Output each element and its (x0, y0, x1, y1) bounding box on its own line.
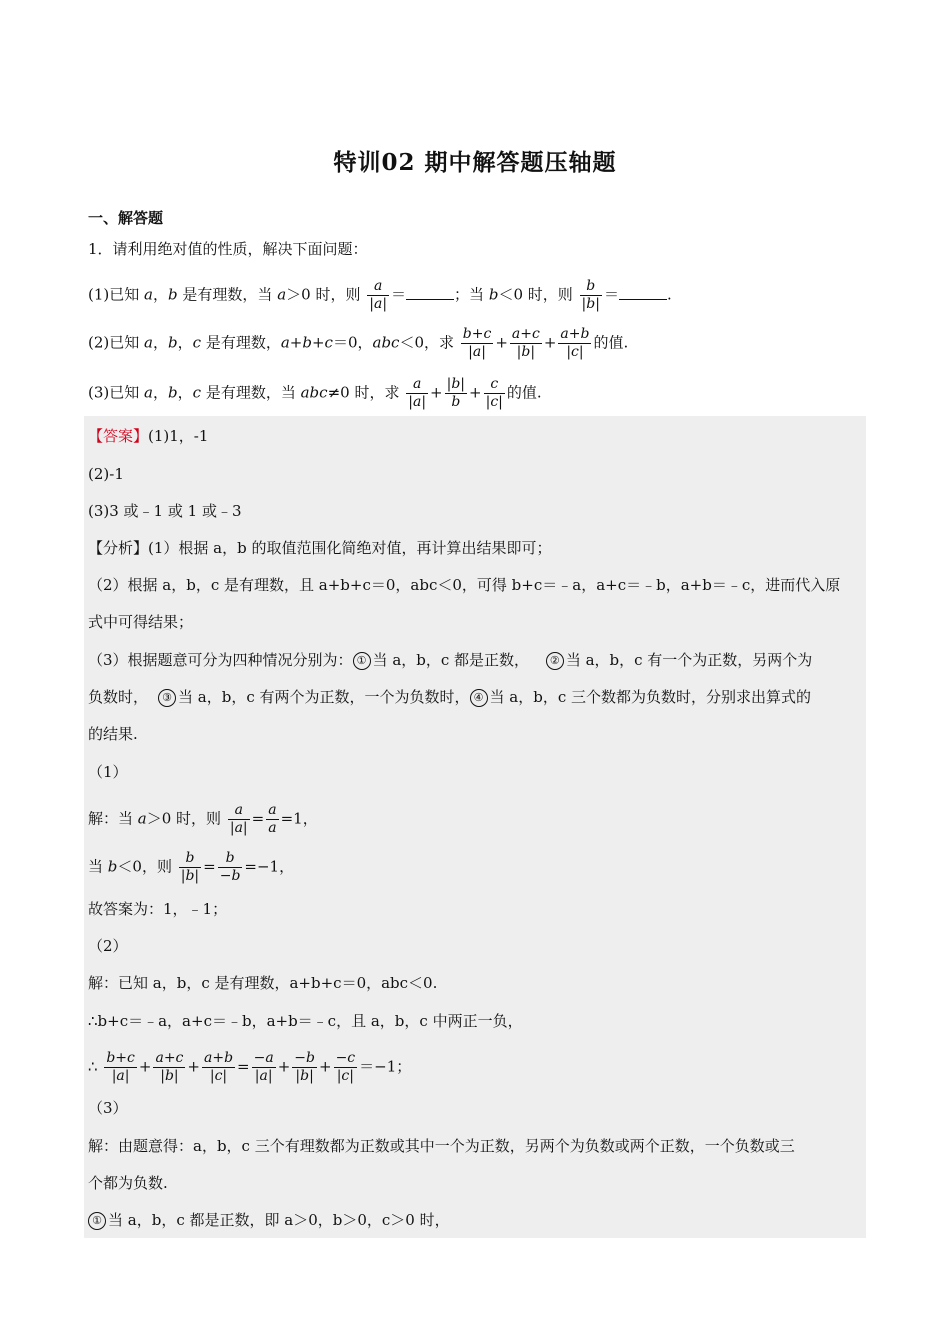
section-heading: 一、解答题 (88, 209, 164, 227)
answer-line-1: 【答案】(1)1，-1 (88, 427, 209, 445)
question-part-3: (3)已知 a，b，c 是有理数，当 abc≠0 时，求 $\frac{a}{|a|}$ + $\frac{|b|}{b}$ + $\frac{c}{|c|}$ 的值. (88, 376, 542, 410)
answer-line-2: (2)-1 (88, 465, 124, 483)
solution-line-5: ∴b+c＝﹣a，a+c＝﹣b，a+b＝﹣c，且 a，b，c 中两正一负， (88, 1012, 523, 1030)
analysis-line-2: （2）根据 a，b，c 是有理数，且 a+b+c＝0，abc＜0，可得 b+c＝﹣a，a+c＝﹣b，a+b＝﹣c，进而代入原 (88, 576, 841, 594)
answer-line-3: (3)3 或﹣1 或 1 或﹣3 (88, 502, 242, 520)
solution-line-3: 故答案为：1，﹣1； (88, 900, 228, 918)
question-intro: 1．请利用绝对值的性质，解决下面问题： (88, 240, 368, 258)
solution-part-2-heading: （2） (88, 937, 128, 955)
solution-part-1-heading: （1） (88, 763, 128, 781)
analysis-line-3: 式中可得结果； (88, 613, 194, 631)
solution-line-8: 个都为负数. (88, 1174, 168, 1192)
page-title: 特训02 期中解答题压轴题 (333, 149, 617, 176)
analysis-line-4: （3）根据题意可分为四种情况分别为： ① 当 a，b，c 都是正数， ② 当 a，b，c 有一个为正数，另两个为 (88, 651, 813, 669)
analysis-line-5: 负数时， ③ 当 a，b，c 有两个为正数，一个为负数时， ④ 当 a，b，c 三个数都为负数时，分别求出算式的 (88, 688, 811, 706)
solution-line-2: 当 b＜0，则 $\frac{b}{|b|}$ = $\frac{b}{-b}$ =−1， (88, 850, 295, 884)
question-part-1: (1)已知 a，b 是有理数，当 a＞0 时，则 $\frac{a}{|a|}$ ＝ ；当 b＜0 时，则 $\frac{b}{|b|}$ ＝ . (88, 278, 672, 312)
analysis-line-6: 的结果. (88, 725, 138, 743)
solution-line-6: ∴ $\frac{b+c}{|a|}$ + $\frac{a+c}{|b|}$ + $\frac{a+b}{|c|}$ = $\frac{-a}{|a|}$ + $\frac{-b}{|b|}$ + $\frac{-c}{|c|}$ ＝−1； (88, 1050, 412, 1084)
question-part-2: (2)已知 a，b，c 是有理数，a+b+c＝0，abc＜0，求 $\frac{b+c}{|a|}$ + $\frac{a+c}{|b|}$ + $\frac{a+b}{|c|}$ 的值. (88, 326, 629, 360)
solution-line-1: 解：当 a＞0 时，则 $\frac{a}{|a|}$ = $\frac{a}{a}$ =1， (88, 802, 318, 836)
solution-part-3-heading: （3） (88, 1099, 128, 1117)
answer-label: 【答案】 (88, 427, 149, 445)
solution-line-7: 解：由题意得：a，b，c 三个有理数都为正数或其中一个为正数，另两个为负数或两个正数，一个负数或三 (88, 1137, 795, 1155)
solution-line-9: ① 当 a，b，c 都是正数，即 a＞0，b＞0，c＞0 时， (88, 1209, 450, 1231)
analysis-line-1: 【分析】(1）根据 a，b 的取值范围化简绝对值，再计算出结果即可； (88, 539, 552, 557)
solution-line-4: 解：已知 a，b，c 是有理数，a+b+c＝0，abc＜0. (88, 974, 438, 992)
